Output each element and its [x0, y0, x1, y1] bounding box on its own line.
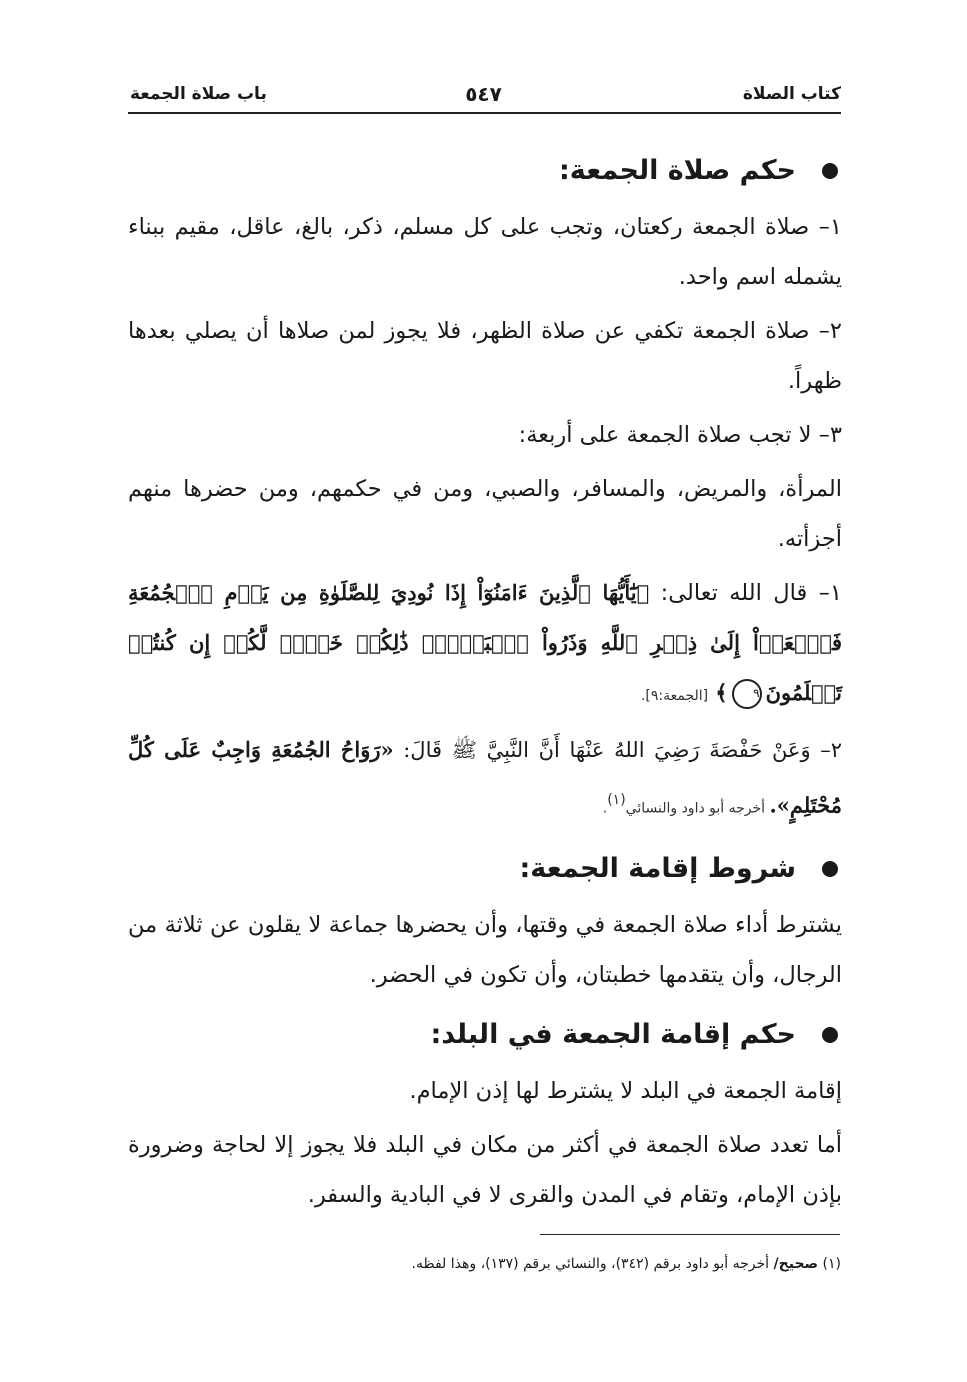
paragraph: ١– صلاة الجمعة ركعتان، وتجب على كل مسلم، ذكر، بالغ، عاقل، مقيم ببناء يشمله اسم واحد.: [128, 214, 842, 290]
verse-reference: [الجمعة:٩].: [640, 688, 709, 704]
bullet-icon: [822, 163, 838, 179]
page-body: [128, 140, 842, 1224]
paragraph: ٢– صلاة الجمعة تكفي عن صلاة الظهر، فلا يجوز لمن صلاها أن يصلي بعدها ظهراً.: [128, 318, 842, 394]
running-header-chapter-title: باب صلاة الجمعة: [130, 84, 267, 104]
hadith-text: «رَوَاحُ الجُمُعَةِ وَاجِبٌ عَلَى كُلِّ مُحْتَلِمٍ».: [128, 737, 842, 818]
footnote-marker[interactable]: (١): [607, 792, 626, 808]
footnote-divider: [540, 1234, 840, 1235]
running-header-book-title: كتاب الصلاة: [742, 84, 841, 104]
footnote-text: أخرجه أبو داود برقم (٣٤٢)، والنسائي برقم (١٣٧)، وهذا لفظه.: [411, 1256, 774, 1272]
page-number: ٥٤٧: [465, 82, 502, 106]
footnote-grade: صحيح/: [773, 1256, 819, 1272]
section-heading-text: حكم إقامة الجمعة في البلد:: [430, 1018, 796, 1050]
quran-verse-paragraph: [128, 568, 842, 721]
footnote-number: (١): [822, 1256, 841, 1272]
footnote: [412, 1256, 841, 1272]
paragraph: يشترط أداء صلاة الجمعة في وقتها، وأن يحضرها جماعة لا يقلون عن ثلاثة من الرجال، وأن يتقدمها خطبتان، وأن تكون في الحضر.: [128, 911, 842, 988]
paragraph: ٣– لا تجب صلاة الجمعة على أربعة:: [518, 422, 842, 448]
ayah-number-icon: ٩: [732, 679, 762, 709]
verse-close-bracket: ﴾: [715, 680, 728, 705]
paragraph: المرأة، والمريض، والمسافر، والصبي، ومن في حكمهم، ومن حضرها منهم أجزأته.: [128, 476, 842, 552]
section-heading: [128, 140, 842, 202]
section-heading: [128, 838, 842, 900]
hadith-source: أخرجه أبو داود والنسائي: [625, 800, 770, 817]
paragraph: إقامة الجمعة في البلد لا يشترط لها إذن الإمام.: [409, 1077, 842, 1104]
hadith-end: .: [602, 800, 608, 817]
hadith-intro: ٢– وَعَنْ حَفْصَةَ رَضِيَ اللهُ عَنْهَا أَنَّ النَّبِيَّ ﷺ قَالَ:: [393, 738, 842, 762]
quran-verse-text: ﴿يَٰٓأَيُّهَا ٱلَّذِينَ ءَامَنُوٓاْ إِذَا نُودِيَ لِلصَّلَوٰةِ مِن يَوۡمِ ٱلۡجُمُعَةِ فَٱسۡعَوۡاْ إِلَىٰ ذِكۡرِ ٱللَّهِ وَذَرُواْ ٱلۡبَيۡعَۚ ذَٰلِكُمۡ خَيۡرٞ لَّكُمۡ إِن كُنتُمۡ تَعۡلَمُونَ: [128, 580, 842, 705]
section-heading-text: شروط إقامة الجمعة:: [519, 852, 796, 884]
paragraph: أما تعدد صلاة الجمعة في أكثر من مكان في البلد فلا يجوز إلا لحاجة وضرورة بإذن الإمام، وتقام في المدن والقرى لا في البادية والسفر.: [128, 1131, 842, 1208]
header-divider: [128, 112, 841, 114]
hadith-paragraph: [128, 725, 842, 834]
verse-intro: ١– قال الله تعالى:: [649, 580, 842, 606]
bullet-icon: [822, 861, 838, 877]
bullet-icon: [822, 1027, 838, 1043]
section-heading-text: حكم صلاة الجمعة:: [558, 155, 796, 186]
section-heading: [128, 1004, 842, 1066]
